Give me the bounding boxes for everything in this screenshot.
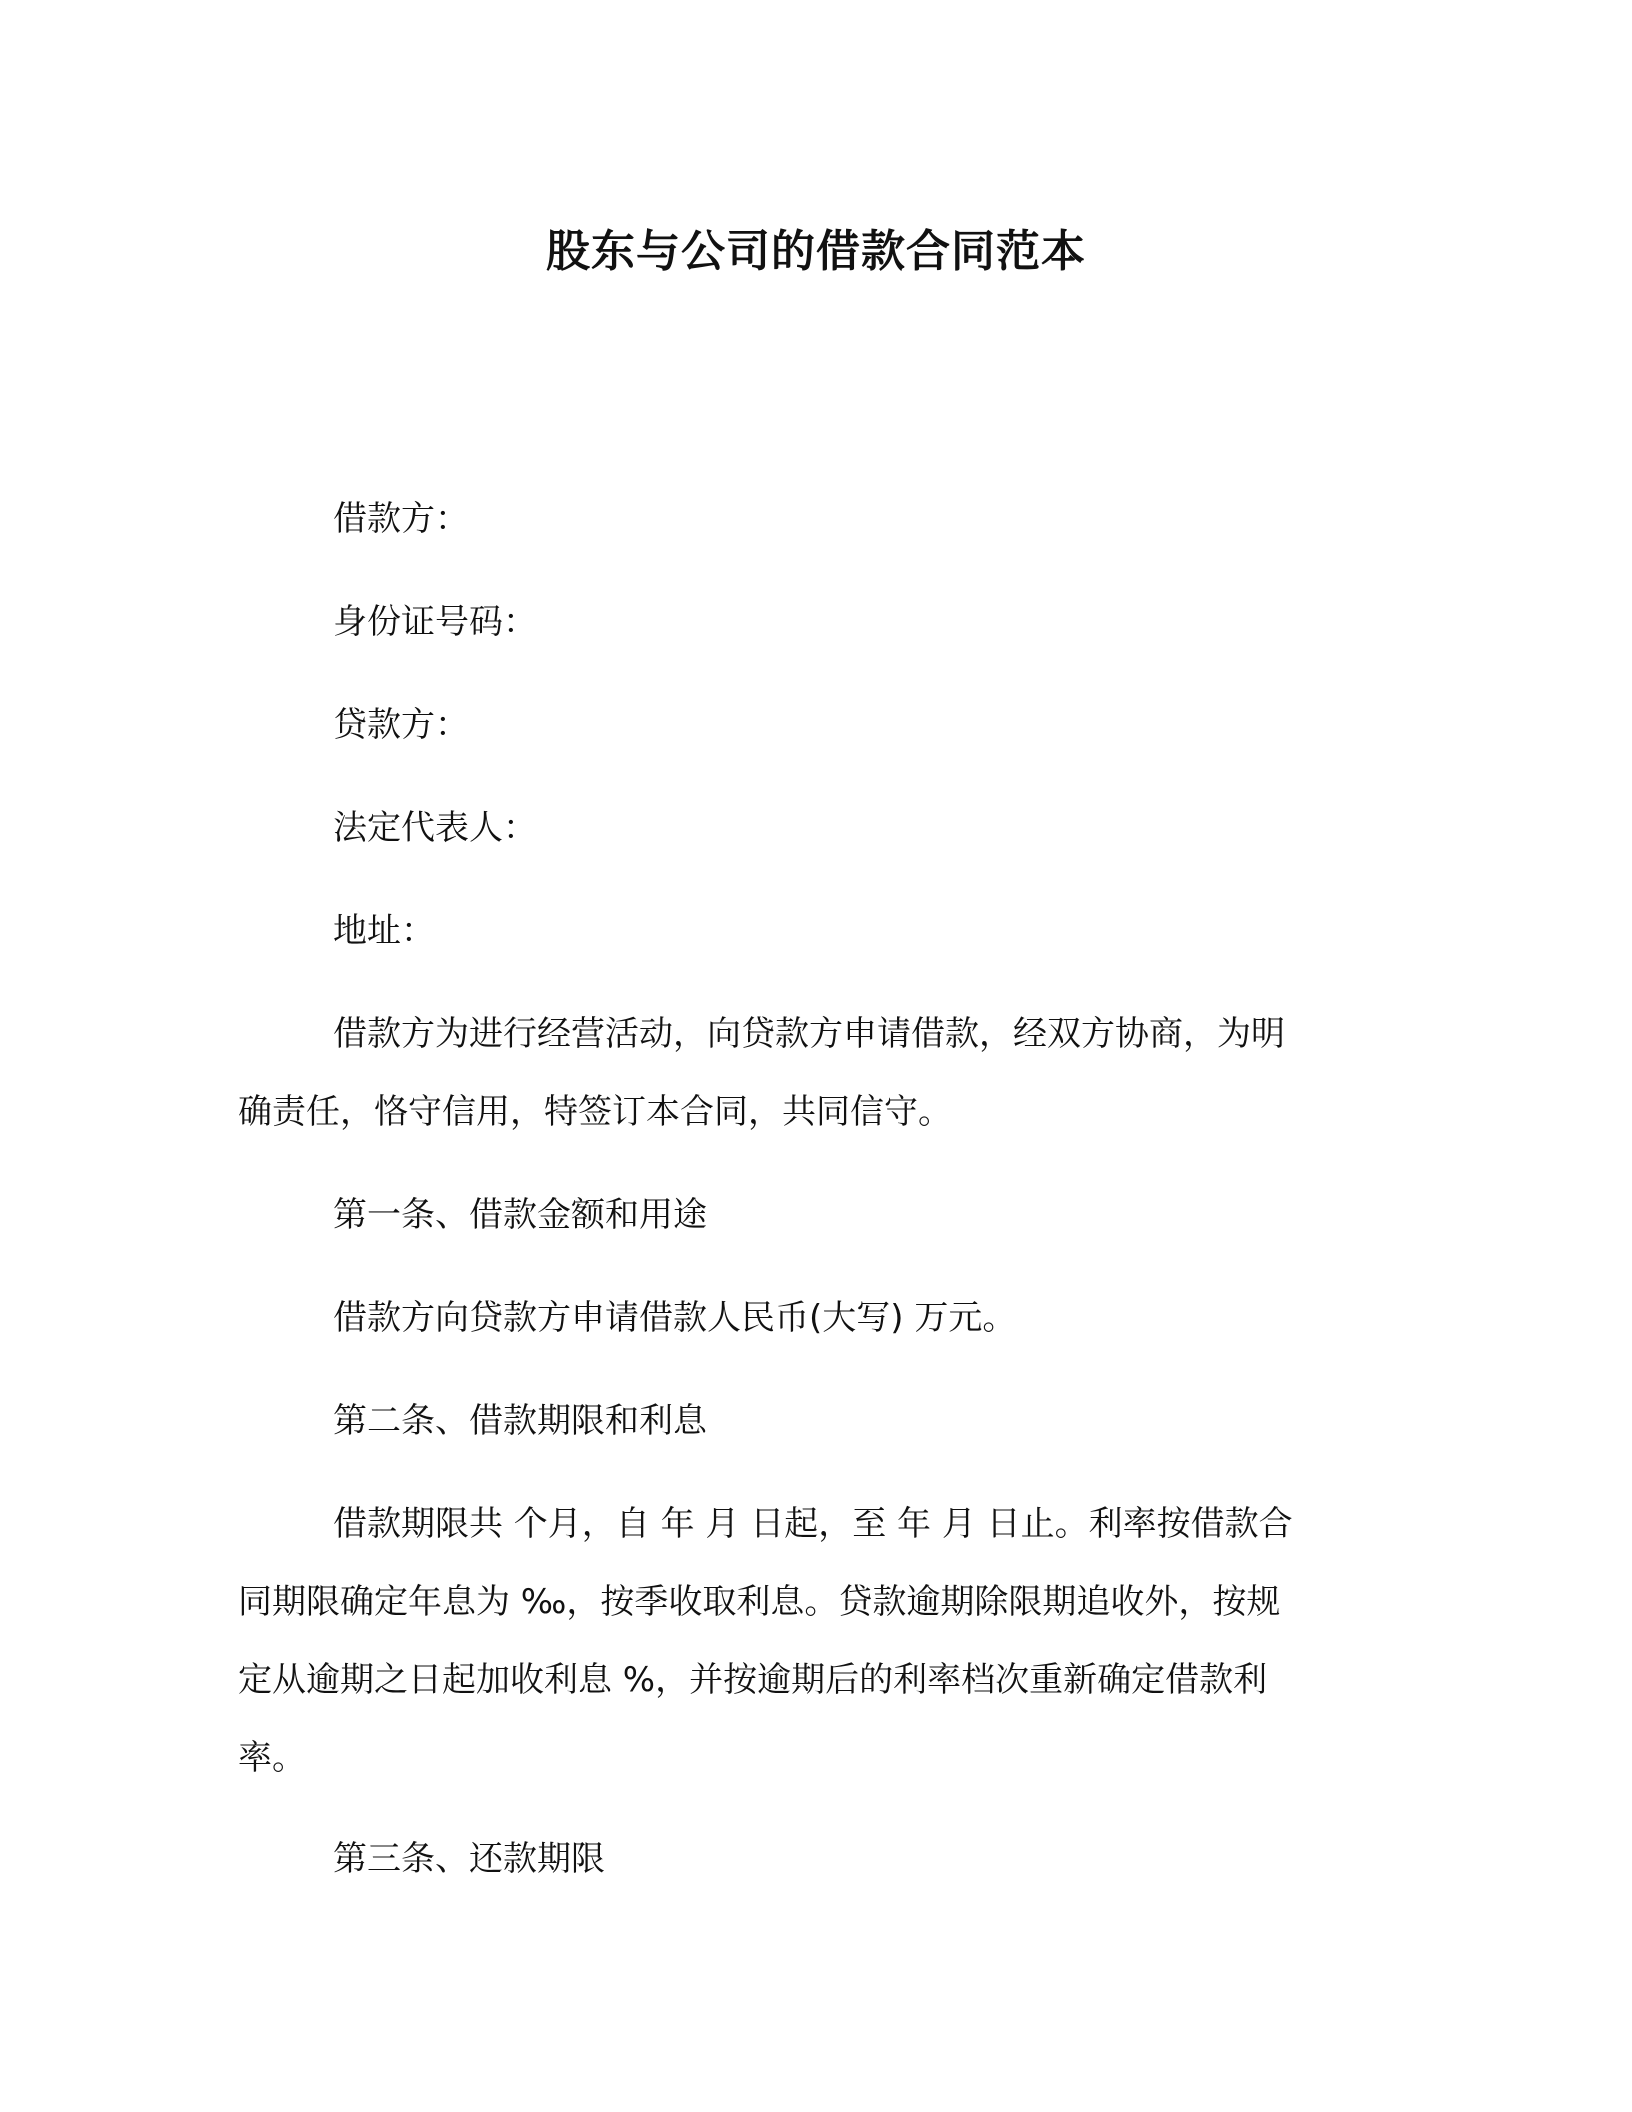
field-lender: 贷款方： [333,705,469,745]
document-title: 股东与公司的借款合同范本 [546,226,1086,277]
article-1-body: 借款方向贷款方申请借款人民币(大写) 万元。 [333,1298,1017,1338]
article-2-line-1: 借款期限共 个月，自 年 月 日起，至 年 月 日止。利率按借款合 [333,1504,1293,1544]
intro-line-1: 借款方为进行经营活动，向贷款方申请借款，经双方协商，为明 [333,1014,1285,1054]
field-legal-representative: 法定代表人： [333,808,537,848]
article-2-line-2: 同期限确定年息为 ‰，按季收取利息。贷款逾期除限期追收外，按规 [238,1582,1281,1622]
article-3-heading: 第三条、还款期限 [333,1839,605,1879]
article-2-line-3: 定从逾期之日起加收利息 %，并按逾期后的利率档次重新确定借款利 [238,1660,1268,1700]
intro-paragraph [238,995,1398,1151]
article-2-line-4: 率。 [238,1738,306,1778]
intro-line-2: 确责任，恪守信用，特签订本合同，共同信守。 [238,1092,952,1132]
article-2-paragraph [238,1485,1398,1797]
field-borrower: 借款方： [333,499,469,539]
field-address: 地址： [333,911,435,951]
article-1-heading: 第一条、借款金额和用途 [333,1195,707,1235]
article-2-heading: 第二条、借款期限和利息 [333,1401,707,1441]
field-id-number: 身份证号码： [333,602,537,642]
